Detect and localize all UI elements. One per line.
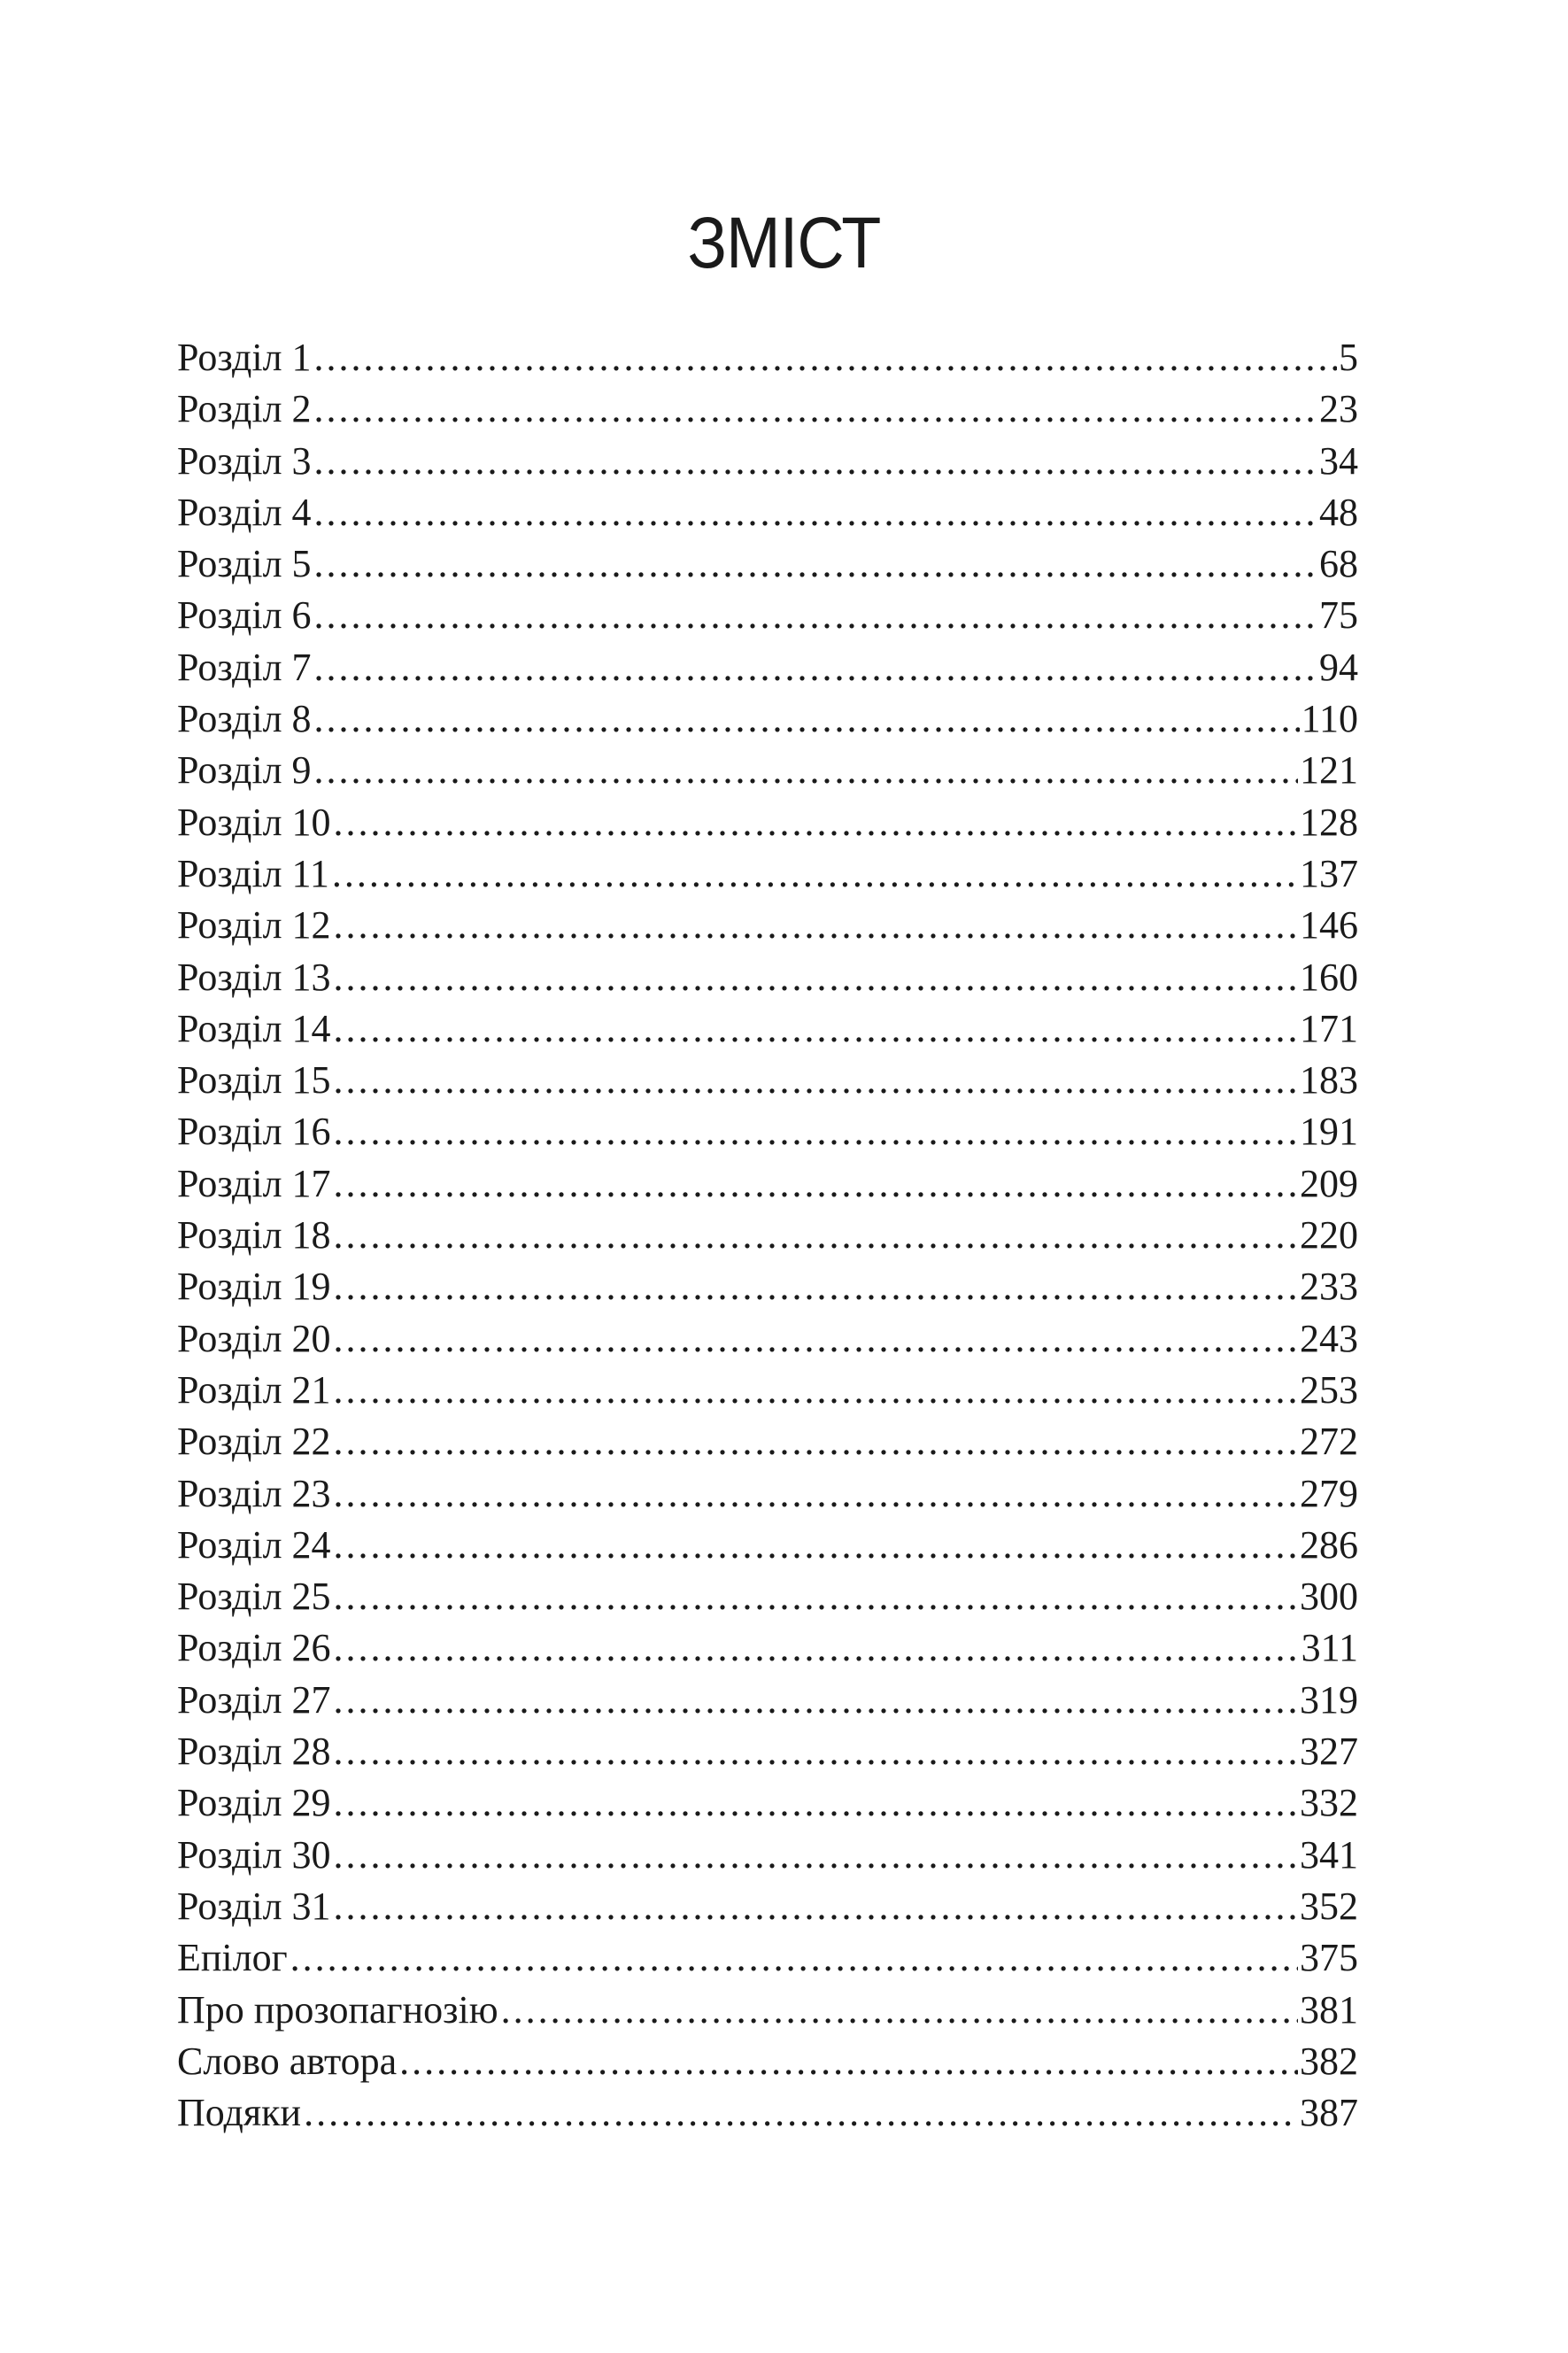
- toc-entry-label: Розділ 14: [177, 1006, 331, 1050]
- toc-entry-page-number: 286: [1300, 1522, 1358, 1567]
- toc-entry[interactable]: [177, 1777, 1358, 1829]
- toc-entry-label: Розділ 19: [177, 1265, 331, 1309]
- dot-leader: [314, 487, 1317, 538]
- toc-entry-label: Подяки: [177, 2091, 302, 2135]
- toc-entry[interactable]: [177, 1416, 1358, 1467]
- toc-entry-label: Розділ 13: [177, 955, 331, 999]
- toc-entry-label: Розділ 6: [177, 593, 312, 638]
- dot-leader: [334, 1468, 1298, 1520]
- toc-entry-page-number: 128: [1300, 800, 1358, 844]
- toc-entry[interactable]: [177, 848, 1358, 900]
- dot-leader: [334, 1571, 1298, 1622]
- toc-entry-label: Розділ 7: [177, 645, 312, 689]
- dot-leader: [334, 1365, 1298, 1416]
- toc-entry[interactable]: [177, 538, 1358, 590]
- toc-entry-page-number: 352: [1300, 1884, 1358, 1928]
- toc-entry-label: Розділ 26: [177, 1626, 331, 1670]
- toc-entry-page-number: 121: [1300, 748, 1358, 793]
- toc-entry-page-number: 209: [1300, 1161, 1358, 1205]
- toc-entry-page-number: 5: [1339, 336, 1358, 379]
- toc-entry-label: Розділ 31: [177, 1884, 331, 1928]
- toc-entry[interactable]: [177, 590, 1358, 641]
- toc-entry-page-number: 341: [1300, 1832, 1358, 1877]
- dot-leader: [314, 693, 1300, 745]
- toc-entry-page-number: 34: [1319, 438, 1358, 483]
- toc-entry[interactable]: [177, 1365, 1358, 1416]
- toc-entry-label: Розділ 23: [177, 1471, 331, 1515]
- dot-leader: [314, 745, 1298, 796]
- dot-leader: [399, 2036, 1298, 2087]
- toc-entry-page-number: 253: [1300, 1367, 1358, 1412]
- toc-entry-label: Розділ 2: [177, 387, 312, 431]
- toc-entry[interactable]: [177, 900, 1358, 951]
- toc-entry[interactable]: [177, 487, 1358, 538]
- dot-leader: [334, 1416, 1298, 1467]
- dot-leader: [334, 1210, 1298, 1261]
- toc-entry-page-number: 332: [1300, 1781, 1358, 1825]
- toc-entry[interactable]: [177, 2087, 1358, 2139]
- toc-entry[interactable]: [177, 1158, 1358, 1210]
- toc-entry-page-number: 110: [1301, 697, 1358, 741]
- toc-entry-label: Розділ 11: [177, 851, 329, 895]
- toc-entry[interactable]: [177, 745, 1358, 796]
- dot-leader: [334, 1003, 1298, 1055]
- dot-leader: [304, 2087, 1298, 2139]
- toc-entry-page-number: 68: [1319, 542, 1358, 586]
- toc-entry-page-number: 183: [1300, 1058, 1358, 1103]
- toc-entry-label: Розділ 24: [177, 1522, 331, 1567]
- dot-leader: [314, 642, 1317, 693]
- toc-entry-label: Розділ 17: [177, 1161, 331, 1205]
- dot-leader: [334, 952, 1298, 1003]
- dot-leader: [334, 1261, 1298, 1312]
- toc-entry[interactable]: [177, 1932, 1358, 1984]
- dot-leader: [314, 538, 1317, 590]
- page-title: ЗМІСТ: [687, 203, 881, 283]
- toc-entry[interactable]: [177, 1003, 1358, 1055]
- dot-leader: [314, 383, 1317, 435]
- dot-leader: [314, 590, 1317, 641]
- toc-entry-page-number: 220: [1300, 1213, 1358, 1258]
- dot-leader: [314, 436, 1317, 487]
- toc-entry[interactable]: [177, 1571, 1358, 1622]
- toc-entry[interactable]: [177, 1675, 1358, 1726]
- dot-leader: [334, 1055, 1298, 1106]
- toc-entry-page-number: 387: [1300, 2091, 1358, 2135]
- toc-entry[interactable]: [177, 797, 1358, 848]
- toc-entry-page-number: 160: [1300, 955, 1358, 999]
- dot-leader: [334, 1520, 1298, 1571]
- toc-entry-page-number: 381: [1300, 1987, 1358, 2032]
- dot-leader: [334, 1622, 1300, 1674]
- toc-entry-label: Розділ 20: [177, 1316, 331, 1360]
- toc-entry-page-number: 146: [1300, 903, 1358, 948]
- toc-entry[interactable]: [177, 2036, 1358, 2087]
- dot-leader: [314, 332, 1337, 383]
- toc-entry-label: Розділ 28: [177, 1730, 331, 1774]
- dot-leader: [334, 1777, 1298, 1829]
- toc-entry-label: Розділ 10: [177, 800, 331, 844]
- toc-entry[interactable]: [177, 1210, 1358, 1261]
- toc-entry-page-number: 233: [1300, 1265, 1358, 1309]
- toc-entry-page-number: 311: [1301, 1626, 1358, 1670]
- dot-leader: [334, 1726, 1298, 1777]
- dot-leader: [501, 1985, 1298, 2036]
- toc-entry-label: Розділ 27: [177, 1677, 331, 1722]
- toc-entry-label: Розділ 9: [177, 748, 312, 793]
- toc-entry-label: Розділ 3: [177, 438, 312, 483]
- dot-leader: [334, 900, 1298, 951]
- toc-entry-page-number: 137: [1300, 851, 1358, 895]
- toc-entry-label: Розділ 15: [177, 1058, 331, 1103]
- dot-leader: [334, 1158, 1298, 1210]
- toc-entry-page-number: 375: [1300, 1936, 1358, 1980]
- toc-entry[interactable]: [177, 1726, 1358, 1777]
- toc-entry-label: Розділ 8: [177, 697, 312, 741]
- toc-entry-page-number: 382: [1300, 2039, 1358, 2083]
- toc-entry[interactable]: [177, 1830, 1358, 1881]
- toc-entry[interactable]: [177, 1881, 1358, 1932]
- toc-entry-label: Про прозопагнозію: [177, 1987, 498, 2032]
- toc-entry[interactable]: [177, 436, 1358, 487]
- toc-entry-page-number: 191: [1300, 1110, 1358, 1154]
- dot-leader: [290, 1932, 1298, 1984]
- toc-entry[interactable]: [177, 642, 1358, 693]
- toc-entry-page-number: 48: [1319, 490, 1358, 534]
- toc-entry[interactable]: [177, 383, 1358, 435]
- toc-entry-label: Розділ 5: [177, 542, 312, 586]
- toc-entry[interactable]: [177, 1261, 1358, 1312]
- dot-leader: [334, 1675, 1298, 1726]
- toc-entry[interactable]: [177, 1520, 1358, 1571]
- toc-entry-page-number: 319: [1300, 1677, 1358, 1722]
- dot-leader: [334, 1881, 1298, 1932]
- toc-entry[interactable]: [177, 693, 1358, 745]
- toc-entry-label: Розділ 21: [177, 1367, 331, 1412]
- toc-entry[interactable]: [177, 1055, 1358, 1106]
- toc-entry-label: Розділ 18: [177, 1213, 331, 1258]
- toc-entry-label: Розділ 12: [177, 903, 331, 948]
- toc-entry-page-number: 300: [1300, 1575, 1358, 1619]
- toc-entry-page-number: 75: [1319, 593, 1358, 638]
- dot-leader: [334, 797, 1298, 848]
- dot-leader: [334, 1313, 1298, 1365]
- toc-entry[interactable]: [177, 1468, 1358, 1520]
- toc-entry-label: Розділ 16: [177, 1110, 331, 1154]
- toc-entry[interactable]: [177, 1622, 1358, 1674]
- toc-entry-page-number: 327: [1300, 1730, 1358, 1774]
- toc-entry[interactable]: [177, 1313, 1358, 1365]
- toc-entry-label: Розділ 4: [177, 490, 312, 534]
- toc-entry[interactable]: [177, 332, 1358, 383]
- toc-entry-label: Розділ 22: [177, 1420, 331, 1464]
- toc-entry-label: Розділ 29: [177, 1781, 331, 1825]
- toc-entry-label: Розділ 25: [177, 1575, 331, 1619]
- toc-entry[interactable]: [177, 1106, 1358, 1157]
- dot-leader: [334, 1106, 1298, 1157]
- table-of-contents: [177, 332, 1358, 2139]
- toc-entry-page-number: 94: [1319, 645, 1358, 689]
- toc-entry-page-number: 23: [1319, 387, 1358, 431]
- toc-entry-page-number: 171: [1300, 1006, 1358, 1050]
- toc-entry-page-number: 243: [1300, 1316, 1358, 1360]
- dot-leader: [332, 848, 1298, 900]
- toc-entry-page-number: 279: [1300, 1471, 1358, 1515]
- toc-entry-label: Розділ 1: [177, 336, 312, 379]
- toc-entry-label: Епілог: [177, 1936, 288, 1980]
- toc-entry-label: Розділ 30: [177, 1832, 331, 1877]
- toc-entry-label: Слово автора: [177, 2039, 398, 2083]
- toc-entry[interactable]: [177, 1985, 1358, 2036]
- toc-entry-page-number: 272: [1300, 1420, 1358, 1464]
- dot-leader: [334, 1830, 1298, 1881]
- toc-entry[interactable]: [177, 952, 1358, 1003]
